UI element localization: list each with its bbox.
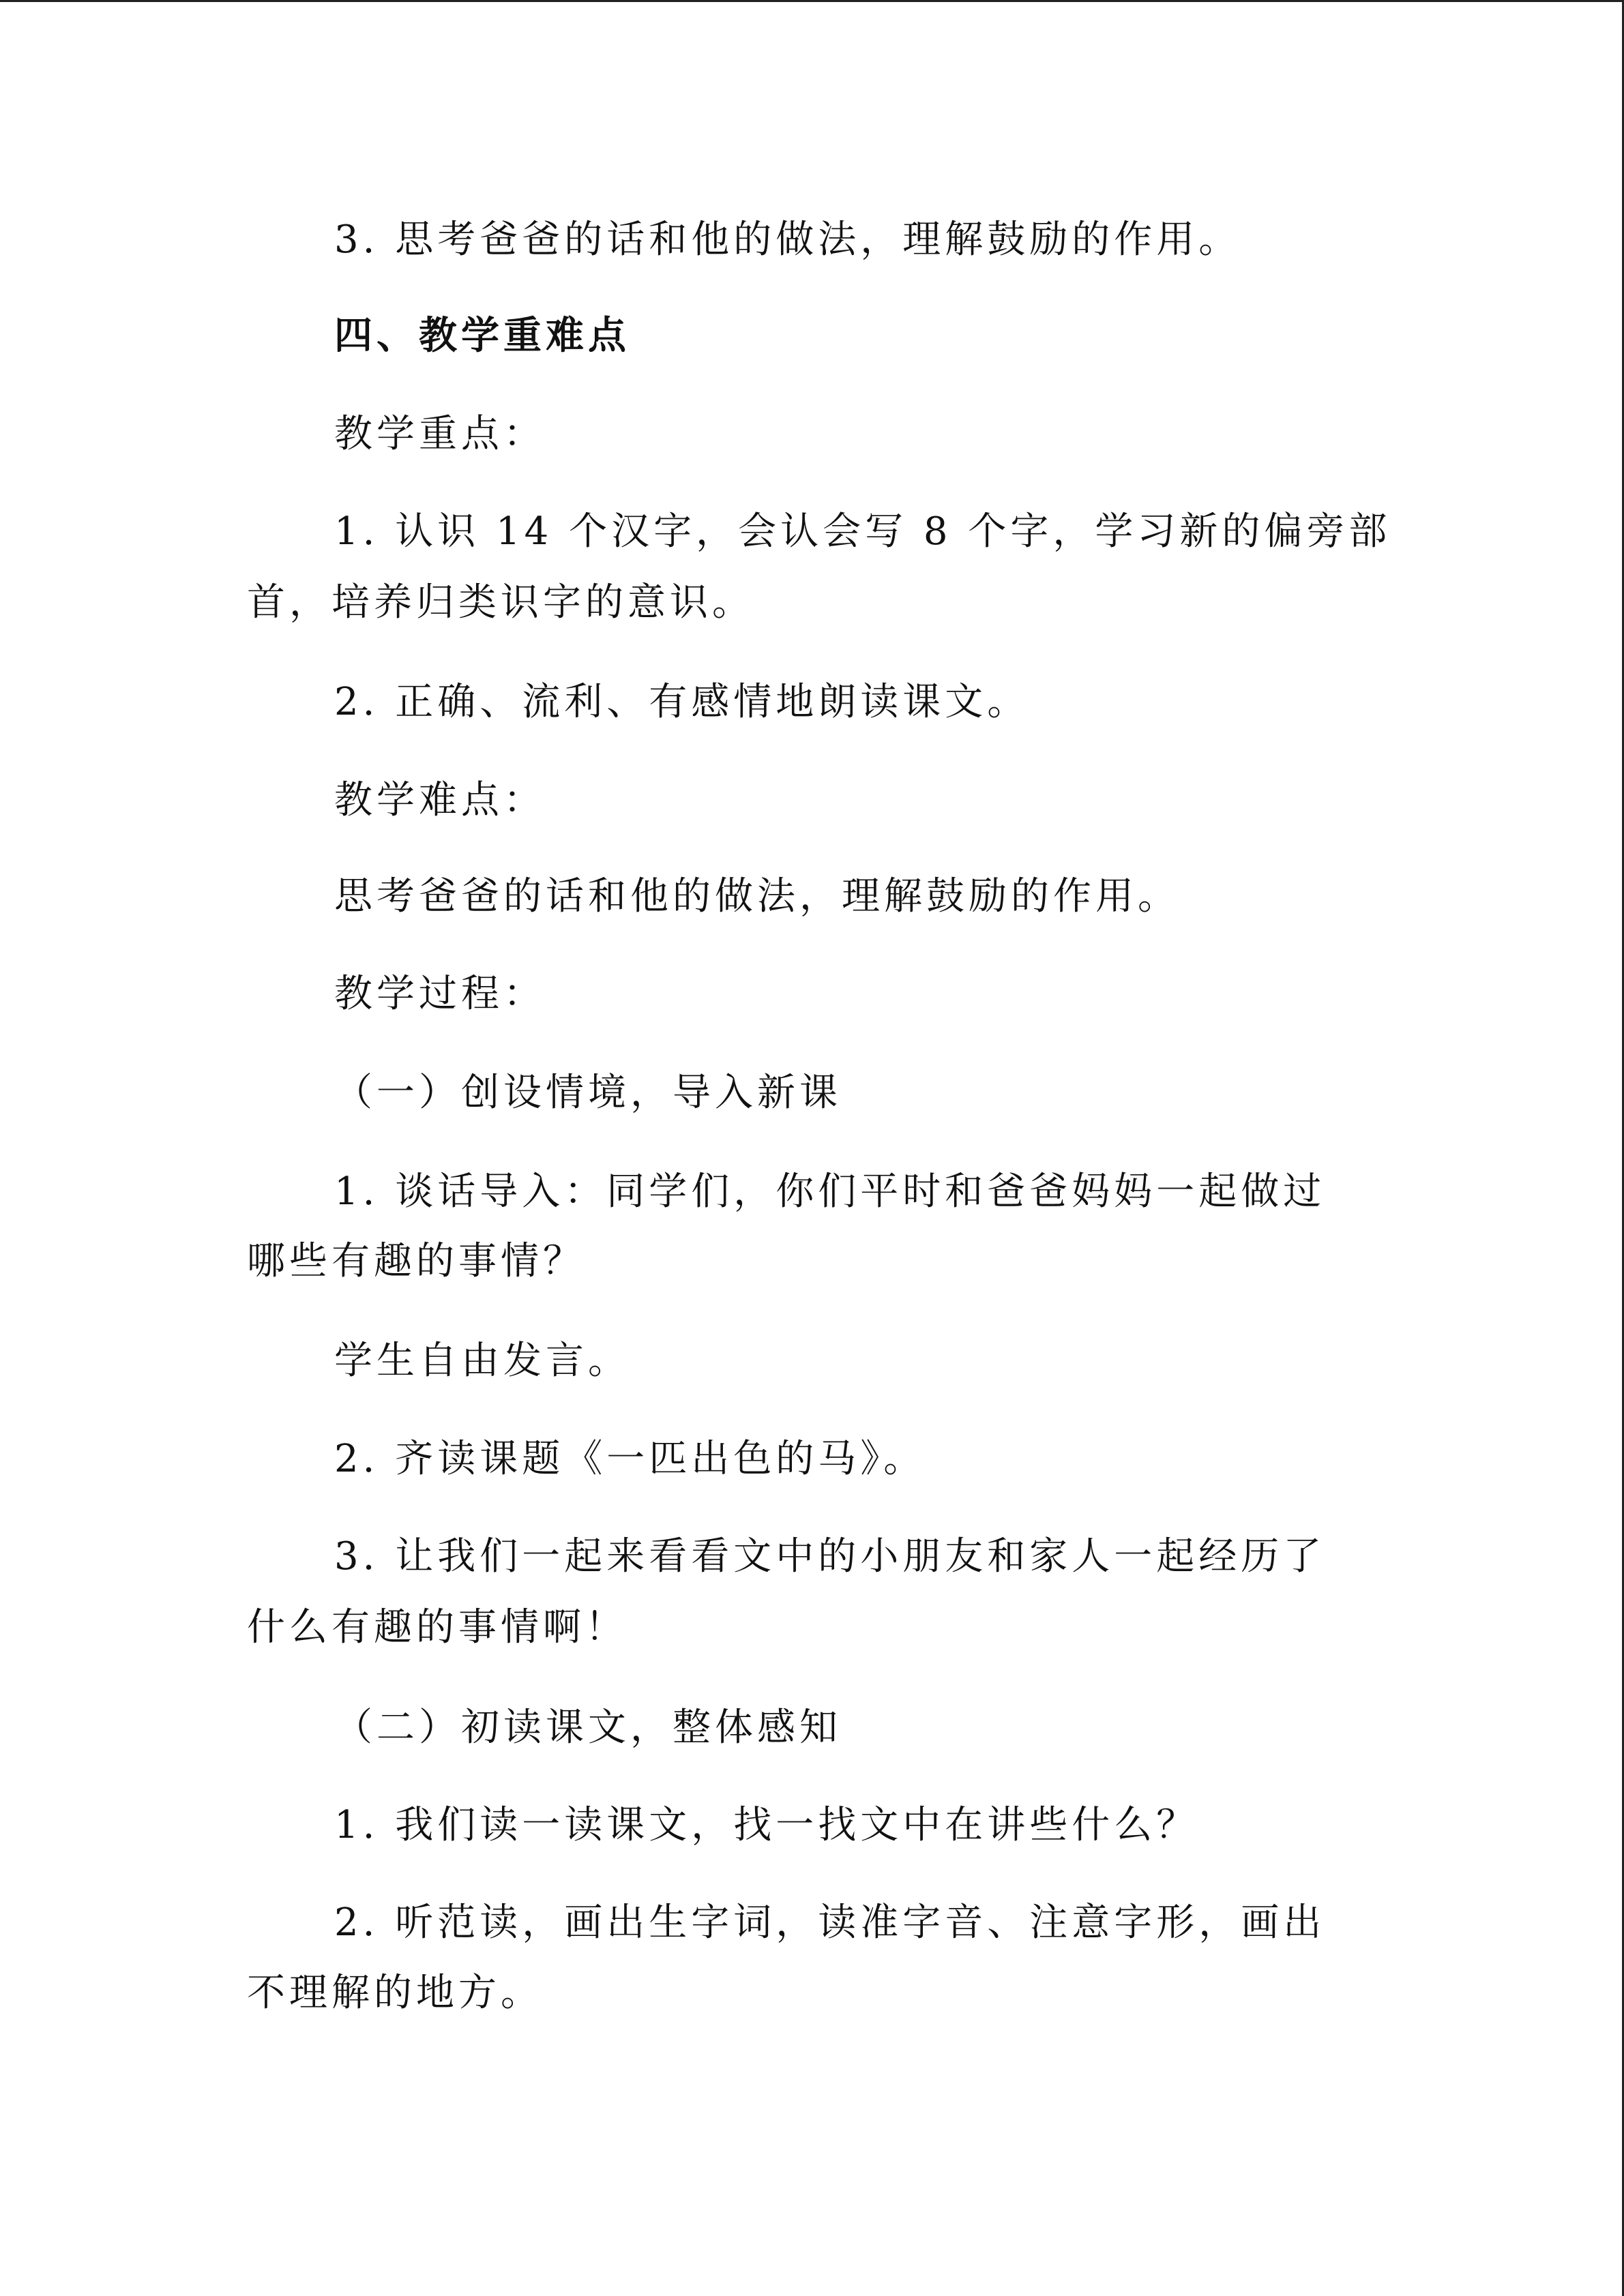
key-point-1-line-2: 首，培养归类识字的意识。 xyxy=(247,580,754,625)
step-2-2-line-1: 2. 听范读，画出生字词，读准字音、注意字形，画出 xyxy=(334,1900,1326,1945)
key-point-1-line-1: 1. 认识 14 个汉字，会认会写 8 个字，学习新的偏旁部 xyxy=(334,509,1391,554)
key-point-2: 2. 正确、流利、有感情地朗读课文。 xyxy=(334,680,1030,724)
label-difficult-points: 教学难点： xyxy=(334,778,546,822)
label-key-points: 教学重点： xyxy=(334,412,546,456)
subsection-1-heading: （一）创设情境，导入新课 xyxy=(334,1071,842,1115)
step-1-3-line-1: 3. 让我们一起来看看文中的小朋友和家人一起经历了 xyxy=(334,1534,1326,1579)
step-1-1-line-2: 哪些有趣的事情？ xyxy=(247,1239,585,1283)
subsection-2-heading: （二）初读课文，整体感知 xyxy=(334,1705,842,1750)
step-2-1: 1. 我们读一读课文，找一找文中在讲些什么？ xyxy=(334,1803,1199,1847)
student-response: 学生自由发言。 xyxy=(334,1339,630,1383)
objective-3: 3. 思考爸爸的话和他的做法，理解鼓励的作用。 xyxy=(334,218,1241,262)
page-top-border xyxy=(0,0,1624,2)
label-teaching-process: 教学过程： xyxy=(334,972,546,1016)
step-2-2-line-2: 不理解的地方。 xyxy=(247,1971,543,2015)
step-1-1-line-1: 1. 谈话导入：同学们，你们平时和爸爸妈妈一起做过 xyxy=(334,1169,1326,1214)
section-heading-key-difficult-points: 四、教学重难点 xyxy=(334,314,630,358)
difficult-point: 思考爸爸的话和他的做法，理解鼓励的作用。 xyxy=(334,874,1180,919)
step-1-2: 2. 齐读课题《一匹出色的马》。 xyxy=(334,1437,926,1481)
step-1-3-line-2: 什么有趣的事情啊！ xyxy=(247,1605,628,1650)
